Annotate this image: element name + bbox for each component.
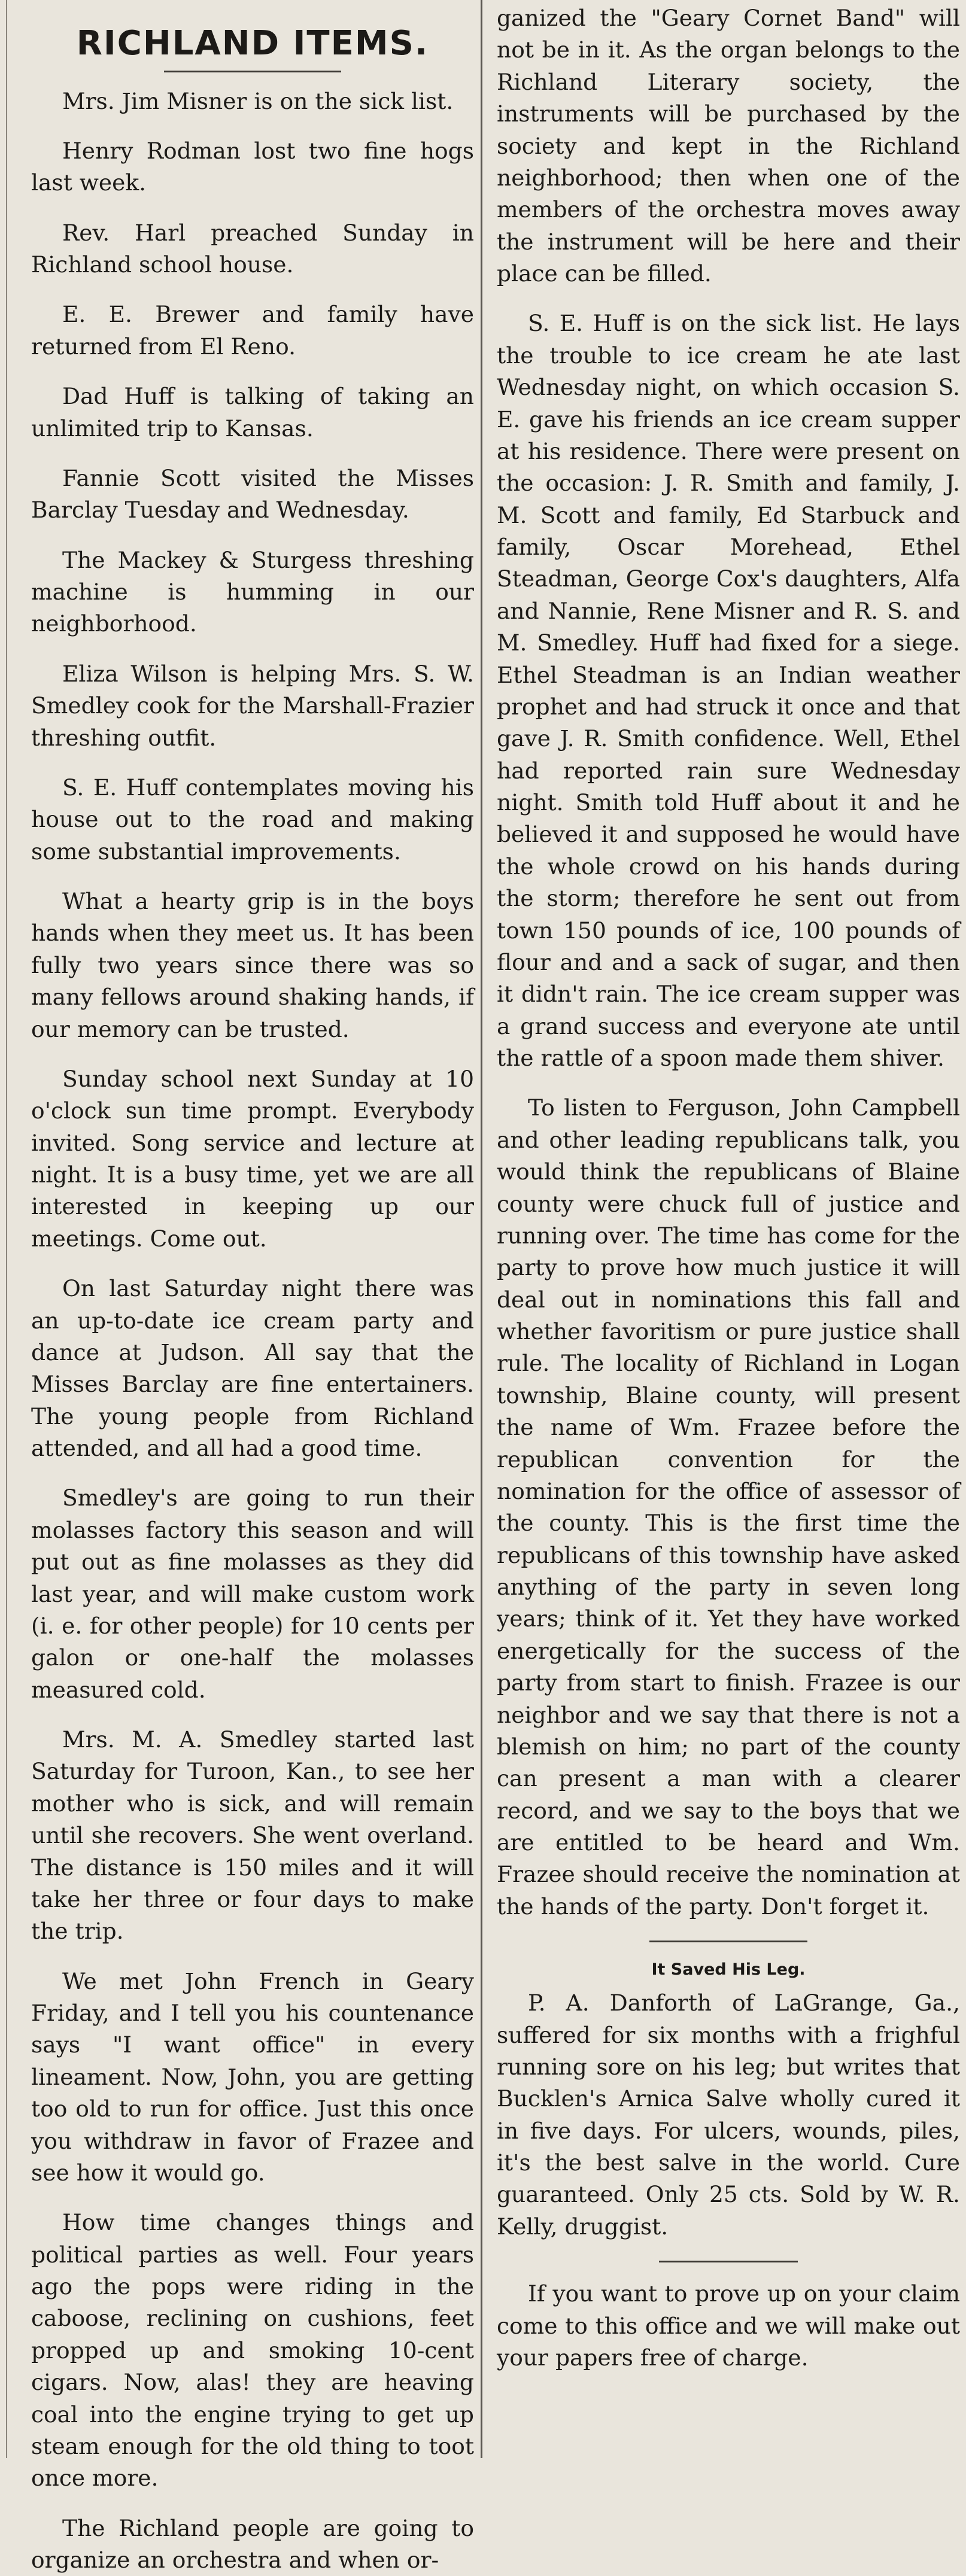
news-item: Sunday school next Sunday at 10 o'clock sun time prompt. Everybody invited. Song service and lecture at night. It is a busy time, yet we are all interested in keeping up our meetings. Come out.	[31, 1065, 474, 1252]
news-item: Dad Huff is talking of taking an unlimited trip to Kansas.	[31, 383, 474, 442]
news-item: To listen to Ferguson, John Campbell and other leading republicans talk, you would think the republicans of Blaine county were chuck full of justice and running over. The time has come for the party to prove how much justice it will deal out in nominations this fall and whether favoritism or pure justice shall rule. The locality of Richland in Logan township, Blaine county, will present the name of Wm. Frazee before the republican convention for the nomination for the office of assessor of the county. This is the first time the republicans of this township have asked anything of the party in seven long years; think of it. Yet they have worked energetically for the success of the party from start to finish. Frazee is our neighbor and we say that there is not a blemish on him; no part of the county can present a man with a clearer record, and we say to the boys that we are entitled to be heard and Wm. Frazee should receive the nomination at the hands of the party. Don't forget it.	[497, 1094, 960, 1920]
news-item: On last Saturday night there was an up-to-date ice cream party and dance at Judson. All say that the Misses Barclay are fine entertainers. The young people from Richland attended, and all had a good time.	[31, 1275, 474, 1462]
news-item: We met John French in Geary Friday, and I tell you his countenance says "I want office" in every lineament. Now, John, you are getting too old to run for office. Just this once you withdraw in favor of Frazee and see how it would go.	[31, 1967, 474, 2186]
left-column	[0, 0, 479, 2574]
section-rule	[659, 2261, 798, 2262]
news-item: S. E. Huff is on the sick list. He lays the trouble to ice cream he ate last Wednesday night, on which occasion S. E. gave his friends an ice cream supper at his residence. There were present on the occasion: J. R. Smith and family, J. M. Scott and family, Ed Starbuck and family, Oscar Morehead, Ethel Steadman, George Cox's daughters, Alfa and Nannie, Rene Misner and R. S. and M. Smedley. Huff had fixed for a siege. Ethel Steadman is an Indian weather prophet and had struck it once and that gave J. R. Smith confidence. Well, Ethel had reported rain sure Wednesday night. Smith told Huff about it and he believed it and supposed he would have the whole crowd on his hands during the storm; therefore he sent out from town 150 pounds of ice, 100 pounds of flour and and a sack of sugar, and then it didn't rain. The ice cream supper was a grand success and everyone ate until the rattle of a spoon made them shiver.	[497, 310, 960, 1071]
section-rule	[649, 1941, 807, 1942]
news-item: What a hearty grip is in the boys hands when they meet us. It has been fully two years since there was so many fellows around shaking hands, if our memory can be trusted.	[31, 888, 474, 1042]
column-rule	[481, 0, 482, 2458]
news-item: Eliza Wilson is helping Mrs. S. W. Smedley cook for the Marshall-Frazier threshing outfit.	[31, 660, 474, 751]
news-item: Henry Rodman lost two fine hogs last week.	[31, 137, 474, 196]
column-title: RICHLAND ITEMS.	[76, 24, 429, 63]
news-item: Smedley's are going to run their molasses factory this season and will put out as fine molasses as they did last year, and will make custom work (i. e. for other people) for 10 cents per galon or one-half the molasses measured cold.	[31, 1485, 474, 1703]
news-item: Fannie Scott visited the Misses Barclay Tuesday and Wednesday.	[31, 464, 474, 524]
news-item-continued: ganized the "Geary Cornet Band" will not be in it. As the organ belongs to the Richland Literary society, the instruments will be purchased by the society and kept in the Richland neighborhood; then when one of the members of the orchestra moves away the instrument will be here and their place can be filled.	[497, 5, 960, 287]
news-item: Rev. Harl preached Sunday in Richland school house.	[31, 219, 474, 278]
news-item: E. E. Brewer and family have returned from El Reno.	[31, 301, 474, 360]
news-item: S. E. Huff contemplates moving his house out to the road and making some substantial improvements.	[31, 774, 474, 865]
notice-text: If you want to prove up on your claim come to this office and we will make out your papers free of charge.	[497, 2280, 960, 2371]
title-rule	[164, 71, 341, 72]
ad-heading: It Saved His Leg.	[651, 1960, 806, 1979]
right-column	[484, 0, 966, 2458]
news-item: The Mackey & Sturgess threshing machine is humming in our neighborhood.	[31, 546, 474, 637]
news-item: The Richland people are going to organize an orchestra and when or-	[31, 2514, 474, 2574]
news-item: How time changes things and political parties as well. Four years ago the pops were riding in the caboose, reclining on cushions, feet propped up and smoking 10-cent cigars. Now, alas! they are heaving coal into the engine trying to get up steam enough for the old thing to toot once more.	[31, 2209, 474, 2492]
news-item: Mrs. M. A. Smedley started last Saturday for Turoon, Kan., to see her mother who is sick, and will remain until she recovers. She went overland. The distance is 150 miles and it will take her three or four days to make the trip.	[31, 1726, 474, 1945]
ad-text: P. A. Danforth of LaGrange, Ga., suffered for six months with a frighful running sore on his leg; but writes that Bucklen's Arnica Salve wholly cured it in five days. For ulcers, wounds, piles, it's the best salve in the world. Cure guaranteed. Only 25 cts. Sold by W. R. Kelly, druggist.	[497, 1990, 960, 2240]
news-item: Mrs. Jim Misner is on the sick list.	[62, 87, 454, 114]
